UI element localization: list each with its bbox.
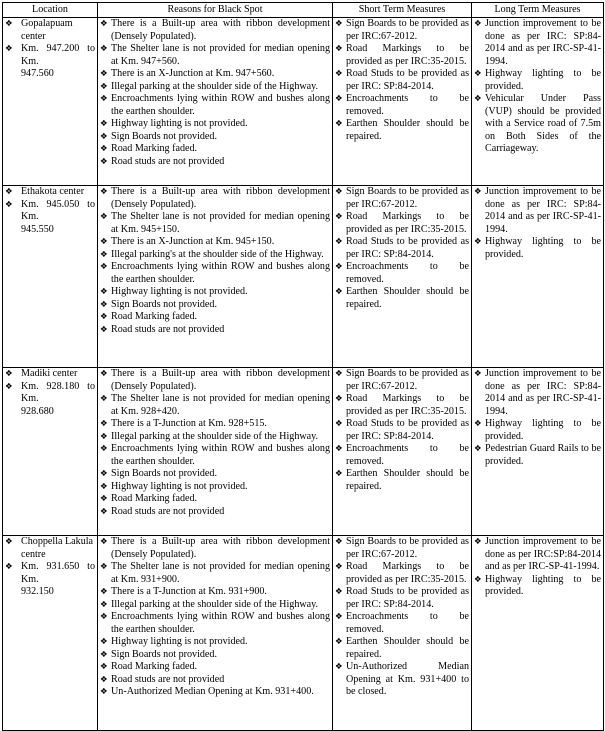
short-term-cell [333,536,472,731]
reason-item: ❖ Road studs are not provided [100,506,330,519]
short-term-cell-list [335,536,469,699]
table-row [3,368,604,536]
short-term-cell [333,18,472,186]
short-term-item: ❖ Road Markings to be provided as per IRC:35-2015. [335,43,469,68]
diamond-bullet-icon: ❖ [5,44,13,54]
reasons-cell [98,186,333,368]
chainage-end: 928.680 [21,405,54,417]
reason-item: ❖ There is a Built-up area with ribbon development (Densely Populated). [100,368,330,393]
short-term-item: ❖ Earthen Shoulder should be repaired. [335,636,469,661]
reason-item: ❖ Road Marking faded. [100,311,330,324]
reason-item: ❖ There is an X-Junction at Km. 945+150. [100,236,330,249]
reason-item: ❖ Sign Boards not provided. [100,468,330,481]
long-term-item: ❖ Highway lighting to be provided. [474,68,601,93]
short-term-item: ❖ Encroachments to be removed. [335,611,469,636]
long-term-cell [472,368,604,536]
location-name [5,368,95,381]
location-name [5,18,95,43]
long-term-cell [472,18,604,186]
reason-item: ❖ Road studs are not provided [100,156,330,169]
reason-item: ❖ The Shelter lane is not provided for median opening at Km. 945+150. [100,211,330,236]
reason-item: ❖ Road studs are not provided [100,674,330,687]
long-term-cell [472,186,604,368]
reason-item: ❖ There is a Built-up area with ribbon development (Densely Populated). [100,536,330,561]
short-term-cell [333,186,472,368]
diamond-bullet-icon: ❖ [5,369,13,379]
long-term-cell-list [474,18,601,156]
location-name [5,536,95,561]
reason-item: ❖ Illegal parking's at the shoulder side of the Highway. [100,249,330,262]
reason-item: ❖ The Shelter lane is not provided for median opening at Km. 947+560. [100,43,330,68]
short-term-item: ❖ Earthen Shoulder should be repaired. [335,468,469,493]
black-spot-table [2,2,604,731]
diamond-bullet-icon: ❖ [5,187,13,197]
chainage-end: 947.560 [21,68,54,79]
long-term-item: ❖ Highway lighting to be provided. [474,236,601,261]
location-name-text: Madiki center [21,368,78,379]
location-cell [3,536,98,731]
short-term-item: ❖ Road Studs to be provided as per IRC: SP:84-2014. [335,418,469,443]
short-term-item: ❖ Road Studs to be provided as per IRC: SP:84-2014. [335,236,469,261]
reason-item: ❖ The Shelter lane is not provided for median opening at Km. 928+420. [100,393,330,418]
chainage-range: Km. 931.650 to Km. [21,561,95,585]
short-term-cell [333,368,472,536]
short-term-item: ❖ Encroachments to be removed. [335,93,469,118]
location-cell [3,186,98,368]
long-term-cell-list [474,368,601,468]
location-name [5,186,95,199]
location-name-text: Choppella Lakula centre [21,536,94,560]
header-location: Location [3,3,98,18]
chainage-range: Km. 947.200 to Km. [21,43,95,67]
location-chainage [5,43,95,81]
location-name-text: Gopalapuam center [21,18,73,42]
long-term-cell [472,536,604,731]
diamond-bullet-icon: ❖ [5,537,13,547]
long-term-item: ❖ Pedestrian Guard Rails to be provided. [474,443,601,468]
header-reasons: Reasons for Black Spot [98,3,333,18]
short-term-item: ❖ Sign Boards to be provided as per IRC:67-2012. [335,18,469,43]
short-term-item: ❖ Encroachments to be removed. [335,443,469,468]
reason-item: ❖ Sign Boards not provided. [100,299,330,312]
reasons-cell [98,18,333,186]
reason-item: ❖ Illegal parking at the shoulder side of the Highway. [100,81,330,94]
reason-item: ❖ Sign Boards not provided. [100,649,330,662]
reason-item: ❖ Un-Authorized Median Opening at Km. 931+400. [100,686,330,699]
long-term-item: ❖ Vehicular Under Pass (VUP) should be provided with a Service road of 7.5m on Both Sides of the Carriageway. [474,93,601,156]
diamond-bullet-icon: ❖ [5,199,13,210]
long-term-item: ❖ Junction improvement to be done as per IRC: SP:84-2014 and as per IRC-SP-41-1994. [474,186,601,236]
reason-item: ❖ Sign Boards not provided. [100,131,330,144]
reasons-cell-list [100,536,330,699]
location-chainage [5,561,95,599]
long-term-item: ❖ Junction improvement to be done as per IRC: SP:84-2014 and as per IRC-SP-41-1994. [474,18,601,68]
location-chainage [5,381,95,419]
diamond-bullet-icon: ❖ [5,19,13,29]
reason-item: ❖ Highway lighting is not provided. [100,636,330,649]
reason-item: ❖ Road Marking faded. [100,493,330,506]
reason-item: ❖ Road Marking faded. [100,143,330,156]
location-cell [3,368,98,536]
long-term-cell-list [474,536,601,599]
location-chainage [5,199,95,237]
short-term-cell-list [335,18,469,143]
short-term-item: ❖ Road Studs to be provided as per IRC: SP:84-2014. [335,586,469,611]
chainage-range: Km. 928.180 to Km. [21,380,95,404]
short-term-item: ❖ Sign Boards to be provided as per IRC:67-2012. [335,368,469,393]
reasons-cell-list [100,368,330,518]
long-term-item: ❖ Junction improvement to be done as per IRC:SP:84-2014 and as per IRC-SP-41-1994. [474,536,601,574]
reason-item: ❖ Highway lighting is not provided. [100,481,330,494]
long-term-item: ❖ Highway lighting to be provided. [474,574,601,599]
location-cell [3,18,98,186]
short-term-cell-list [335,186,469,311]
chainage-end: 945.550 [21,223,54,235]
header-short-term: Short Term Measures [333,3,472,18]
short-term-item: ❖ Earthen Shoulder should be repaired. [335,286,469,311]
reason-item: ❖ Highway lighting is not provided. [100,118,330,131]
reason-item: ❖ Road Marking faded. [100,661,330,674]
table-row [3,536,604,731]
diamond-bullet-icon: ❖ [5,562,13,572]
short-term-cell-list [335,368,469,493]
reasons-cell-list [100,186,330,336]
reason-item: ❖ There is a T-Junction at Km. 931+900. [100,586,330,599]
reasons-cell [98,536,333,731]
diamond-bullet-icon: ❖ [5,381,13,392]
reason-item: ❖ There is a Built-up area with ribbon development (Densely Populated). [100,186,330,211]
short-term-item: ❖ Earthen Shoulder should be repaired. [335,118,469,143]
short-term-item: ❖ Road Markings to be provided as per IRC:35-2015. [335,561,469,586]
location-name-text: Ethakota center [21,186,85,197]
table-row [3,186,604,368]
reasons-cell [98,368,333,536]
reason-item: ❖ There is a Built-up area with ribbon development (Densely Populated). [100,18,330,43]
short-term-item: ❖ Sign Boards to be provided as per IRC:67-2012. [335,536,469,561]
long-term-item: ❖ Highway lighting to be provided. [474,418,601,443]
reason-item: ❖ Illegal parking at the shoulder side of the Highway. [100,599,330,612]
header-row [3,3,604,18]
reason-item: ❖ Highway lighting is not provided. [100,286,330,299]
short-term-item: ❖ Road Markings to be provided as per IRC:35-2015. [335,211,469,236]
header-long-term: Long Term Measures [472,3,604,18]
short-term-item: ❖ Un-Authorized Median Opening at Km. 931+400 to be closed. [335,661,469,699]
short-term-item: ❖ Sign Boards to be provided as per IRC:67-2012. [335,186,469,211]
reason-item: ❖ Encroachments lying within ROW and bushes along the earthen shoulder. [100,261,330,286]
reason-item: ❖ The Shelter lane is not provided for median opening at Km. 931+900. [100,561,330,586]
chainage-end: 932.150 [21,586,54,597]
chainage-range: Km. 945.050 to Km. [21,198,95,222]
reason-item: ❖ Encroachments lying within ROW and bushes along the earthen shoulder. [100,611,330,636]
reason-item: ❖ There is an X-Junction at Km. 947+560. [100,68,330,81]
reason-item: ❖ Encroachments lying within ROW and bushes along the earthen shoulder. [100,443,330,468]
long-term-cell-list [474,186,601,261]
short-term-item: ❖ Road Markings to be provided as per IRC:35-2015. [335,393,469,418]
long-term-item: ❖ Junction improvement to be done as per IRC: SP:84-2014 and as per IRC-SP-41-1994. [474,368,601,418]
reason-item: ❖ There is a T-Junction at Km. 928+515. [100,418,330,431]
reason-item: ❖ Illegal parking at the shoulder side of the Highway. [100,431,330,444]
reason-item: ❖ Encroachments lying within ROW and bushes along the earthen shoulder. [100,93,330,118]
table-row [3,18,604,186]
reason-item: ❖ Road studs are not provided [100,324,330,337]
reasons-cell-list [100,18,330,168]
short-term-item: ❖ Encroachments to be removed. [335,261,469,286]
short-term-item: ❖ Road Studs to be provided as per IRC: SP:84-2014. [335,68,469,93]
